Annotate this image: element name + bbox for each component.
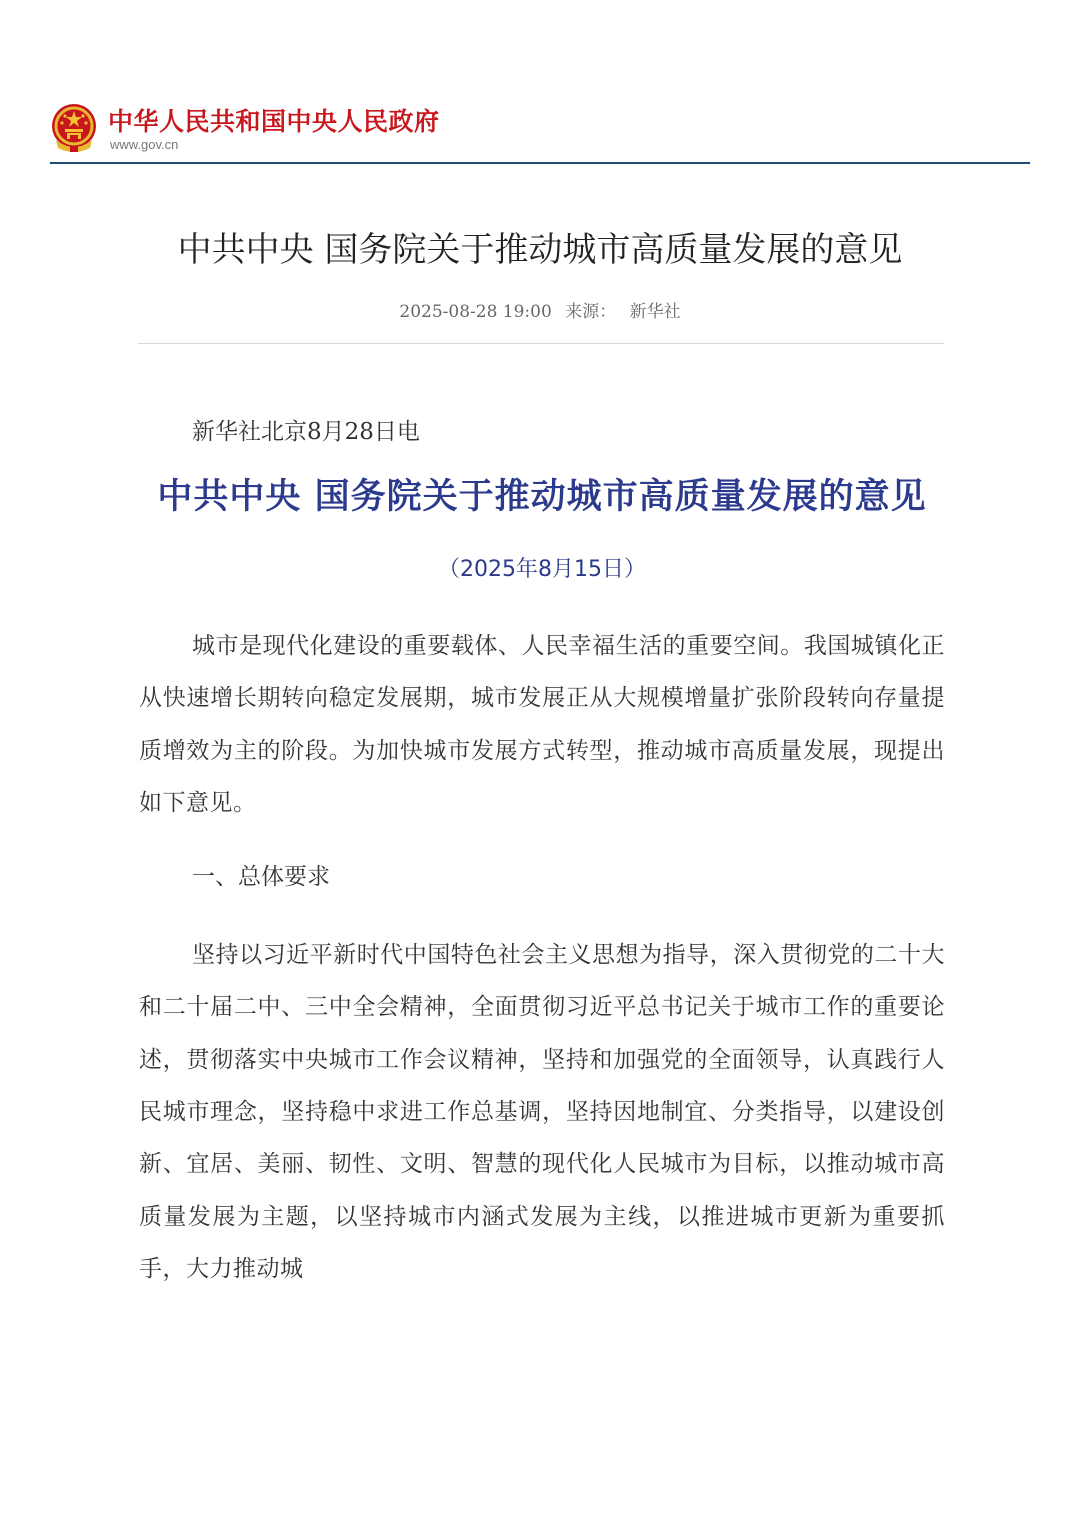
- intro-paragraph: 城市是现代化建设的重要载体、人民幸福生活的重要空间。我国城镇化正从快速增长期转向稳定发展期，城市发展正从大规模增量扩张阶段转向存量提质增效为主的阶段。为加快城市发展方式转型，推动城市高质量发展，现提出如下意见。: [139, 633, 945, 816]
- document-title: 中共中央 国务院关于推动城市高质量发展的意见: [157, 476, 927, 517]
- document-date: （2025年8月15日）: [438, 557, 646, 582]
- meta-divider: [138, 343, 944, 344]
- section-paragraph: 坚持以习近平新时代中国特色社会主义思想为指导，深入贯彻党的二十大和二十届二中、三中全会精神，全面贯彻习近平总书记关于城市工作的重要论述，贯彻落实中央城市工作会议精神，坚持和加强党的全面领导，认真践行人民城市理念，坚持稳中求进工作总基调，坚持因地制宜、分类指导，以建设创新、宜居、美丽、韧性、文明、智慧的现代化人民城市为目标，以推动城市高质量发展为主题，以坚持城市内涵式发展为主线，以推进城市更新为重要抓手，大力推动城: [139, 942, 945, 1282]
- site-name[interactable]: 中华人民共和国中央人民政府: [108, 107, 440, 136]
- source-name: 新华社: [629, 302, 681, 322]
- publish-datetime: 2025-08-28 19:00: [399, 302, 552, 322]
- header-divider: [50, 162, 1030, 164]
- page-title: 中共中央 国务院关于推动城市高质量发展的意见: [177, 230, 903, 270]
- article-meta: [0, 297, 1080, 322]
- article-body: [139, 410, 945, 1295]
- site-url[interactable]: www.gov.cn: [110, 137, 179, 152]
- national-emblem-icon[interactable]: [50, 102, 98, 154]
- dateline: 新华社北京8月28日电: [192, 419, 420, 445]
- source-label: 来源：: [565, 302, 617, 322]
- site-header: [50, 98, 1030, 164]
- section-heading: 一、总体要求: [192, 864, 330, 891]
